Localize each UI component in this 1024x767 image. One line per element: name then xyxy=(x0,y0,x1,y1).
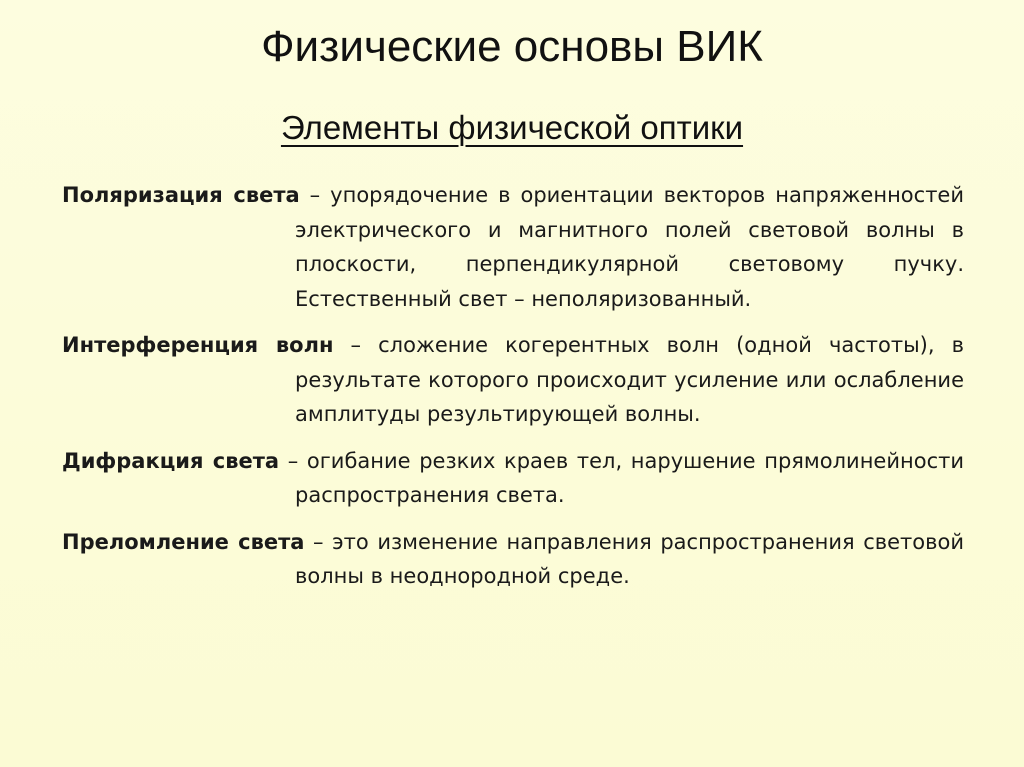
subtitle-text: Элементы физической оптики xyxy=(280,109,744,146)
slide-subtitle xyxy=(0,104,1024,152)
definition-refraction xyxy=(62,525,964,594)
definition-term: Поляризация света xyxy=(62,183,300,207)
definition-term: Преломление света xyxy=(62,529,305,554)
definition-interference xyxy=(62,328,964,432)
definition-diffraction xyxy=(62,444,964,513)
definition-term: Дифракция света xyxy=(62,448,280,473)
definitions-list xyxy=(62,178,964,594)
definition-text: – упорядочение в ориентации векторов напряженностей электрического и магнитного полей световой волны в плоскости, перпендикулярной световому пучку. Естественный свет – неполяризованный. xyxy=(295,183,964,311)
definition-text: – огибание резких краев тел, нарушение прямолинейности распространения света. xyxy=(279,448,964,507)
slide-title: Физические основы ВИК xyxy=(261,22,763,71)
definition-term: Интерференция волн xyxy=(62,333,334,357)
definition-text: – это изменение направления распространения световой волны в неоднородной среде. xyxy=(295,529,964,588)
definition-text: – сложение когерентных волн (одной частоты), в результате которого происходит усиление или ослабление амплитуды результирующей волны. xyxy=(295,333,965,426)
definition-polarization xyxy=(62,178,964,316)
